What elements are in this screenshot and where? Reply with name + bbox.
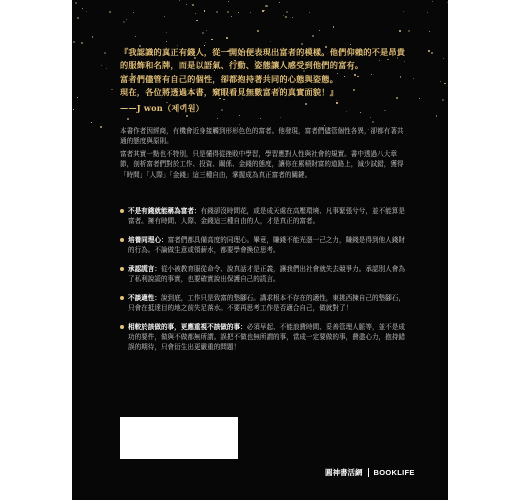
point-body: 有錢卻沒時間花，或是成天處在高壓環境、凡事緊張兮兮，並不能算是富者。擁有時間、人際、金錢這三種自由的人，才是真正的富者。 xyxy=(128,207,405,225)
star-dot xyxy=(192,4,194,6)
publisher-logo-right: BOOKLIFE xyxy=(373,468,415,477)
star-dot xyxy=(436,115,437,116)
star-dot xyxy=(333,26,335,28)
list-item xyxy=(120,235,408,255)
star-dot xyxy=(370,117,371,118)
star-dot xyxy=(211,39,213,41)
star-dot xyxy=(123,21,125,23)
quote-line: 現在，各位將透過本書，窺眼看見無數富者的真實面貌！』 xyxy=(120,87,339,98)
star-dot xyxy=(135,36,136,37)
star-dot xyxy=(285,16,286,17)
star-dot xyxy=(195,13,196,14)
star-dot xyxy=(280,117,281,118)
star-dot xyxy=(86,11,87,12)
quote-line: 的服飾和名牌，而是以語氣、行動、姿態讓人感受到他們的富有。 xyxy=(120,60,364,71)
star-dot xyxy=(427,12,428,13)
list-item xyxy=(120,206,408,226)
star-dot xyxy=(81,42,82,43)
star-dot xyxy=(166,32,167,33)
star-dot xyxy=(279,2,280,3)
star-dot xyxy=(186,115,188,117)
quote-block xyxy=(120,46,408,115)
star-dot xyxy=(100,126,101,127)
star-dot xyxy=(442,99,444,101)
star-dot xyxy=(73,41,75,43)
quote-author: ——J won（제이원） xyxy=(120,102,205,113)
star-dot xyxy=(186,4,187,5)
star-dot xyxy=(92,36,93,37)
star-dot xyxy=(196,20,197,21)
point-title: 承認謊言： xyxy=(128,265,161,273)
star-dot xyxy=(444,83,445,84)
star-dot xyxy=(73,109,74,110)
star-dot xyxy=(106,68,107,69)
star-dot xyxy=(413,78,414,79)
intro-paragraph: 富者其實一點也不特別，只是懂得從挫敗中學習，學習應對人性與社會的規實。書中透過八大章節，剖析富者們對於工作、投資、關係、金錢的態度，讓你在累積財富的道路上，減少試錯，獲得「時間」「人際」「金錢」這三種自由，掌握成為真正富者的關鍵。 xyxy=(120,149,404,179)
star-dot xyxy=(312,35,314,37)
list-item xyxy=(120,293,408,313)
list-item xyxy=(120,264,408,284)
point-body: 必須早起、不能浪費時間、妥善管理人脈等，並不是成功的要件，做與不做都無所謂。誤把不做也無所謂的事，當成一定要做的事，費盡心力，抱持錯誤的期待，只會衍生出更嚴重的問題！ xyxy=(128,323,405,351)
point-title: 培養同理心： xyxy=(128,236,168,244)
star-dot xyxy=(447,2,448,3)
star-dot xyxy=(216,11,218,13)
point-title: 相較於該做的事，更應重視不該做的事： xyxy=(128,323,247,331)
star-dot xyxy=(292,17,293,18)
star-dot xyxy=(166,41,167,42)
star-dot xyxy=(443,58,444,59)
star-dot xyxy=(217,118,218,119)
star-dot xyxy=(270,41,271,42)
quote-line: 『我認識的真正有錢人，從一開始便表現出富者的模樣。他們仰賴的不是昂貴 xyxy=(120,47,406,57)
star-dot xyxy=(75,2,77,4)
star-dot xyxy=(257,30,259,32)
star-dot xyxy=(428,50,430,52)
list-item xyxy=(120,322,408,352)
star-dot xyxy=(91,122,92,123)
bullet-dot-icon xyxy=(120,238,124,242)
bullet-dot-icon xyxy=(120,296,124,300)
star-dot xyxy=(265,5,267,7)
star-dot xyxy=(239,124,240,125)
point-body: 富者們都具備高度的同理心。畢竟，賺錢不能光憑一己之力，賺錢是得到他人錢財的行為。不論做生意或領薪水，都要學會換位思考。 xyxy=(128,236,405,254)
star-dot xyxy=(309,12,310,13)
star-dot xyxy=(109,11,111,13)
star-dot xyxy=(82,8,83,9)
point-body: 從小被教育服從命令、說真話才是正義，讓我們出社會就失去競爭力。承認別人會為了私利說謊的事實，也要確實說出保護自己的謊言。 xyxy=(128,265,405,283)
star-dot xyxy=(226,37,228,39)
star-dot xyxy=(319,30,320,31)
star-dot xyxy=(250,12,251,13)
logo-divider xyxy=(368,468,369,477)
bullet-dot-icon xyxy=(120,209,124,213)
point-title: 不是有錢就能稱為富者： xyxy=(128,207,201,215)
star-dot xyxy=(231,16,232,17)
star-dot xyxy=(206,30,207,31)
key-points-list xyxy=(120,206,408,361)
barcode-area xyxy=(120,417,238,459)
star-dot xyxy=(133,12,134,13)
star-dot xyxy=(204,10,205,11)
star-dot xyxy=(260,118,262,120)
bullet-dot-icon xyxy=(120,325,124,329)
star-dot xyxy=(227,11,229,13)
star-dot xyxy=(264,10,265,11)
star-dot xyxy=(179,0,180,1)
star-dot xyxy=(408,30,410,32)
star-dot xyxy=(419,98,420,99)
star-dot xyxy=(440,81,441,82)
star-dot xyxy=(77,97,78,98)
star-dot xyxy=(111,89,112,90)
star-dot xyxy=(399,30,401,32)
bullet-dot-icon xyxy=(120,267,124,271)
intro-paragraph: 本書作者因經商，有機會近身接觸到形形色色的富者。他發現，富者們儘管個性各異，卻都有著共通的態度與原則。 xyxy=(120,127,404,146)
star-dot xyxy=(228,1,229,2)
star-dot xyxy=(432,1,433,2)
point-title: 不談適性： xyxy=(128,294,161,302)
star-dot xyxy=(164,16,165,17)
star-dot xyxy=(202,32,204,34)
star-dot xyxy=(127,118,129,120)
star-dot xyxy=(403,11,404,12)
star-dot xyxy=(77,17,79,19)
star-dot xyxy=(372,121,374,123)
publisher-logos xyxy=(325,467,415,478)
quote-line: 富者們儘管有自己的個性，卻都抱持著共同的心態與姿態。 xyxy=(120,73,339,84)
intro-text xyxy=(120,126,408,182)
star-dot xyxy=(104,52,106,54)
star-dot xyxy=(431,52,433,54)
star-dot xyxy=(286,11,288,13)
star-dot xyxy=(101,65,103,67)
star-dot xyxy=(238,12,240,14)
star-dot xyxy=(283,15,284,16)
point-body: 說到底，工作只是致富的墊腳石。講求根本不存在的適性，東挑西揀自己的墊腳石，只會在抵達目的地之前失足落水。不要再思考工作是否適合自己，做就對了！ xyxy=(128,294,405,312)
back-cover xyxy=(72,0,448,500)
star-dot xyxy=(205,42,206,43)
publisher-logo-left: 圓神書活網 xyxy=(325,468,363,477)
star-dot xyxy=(429,31,430,32)
star-dot xyxy=(126,19,127,20)
